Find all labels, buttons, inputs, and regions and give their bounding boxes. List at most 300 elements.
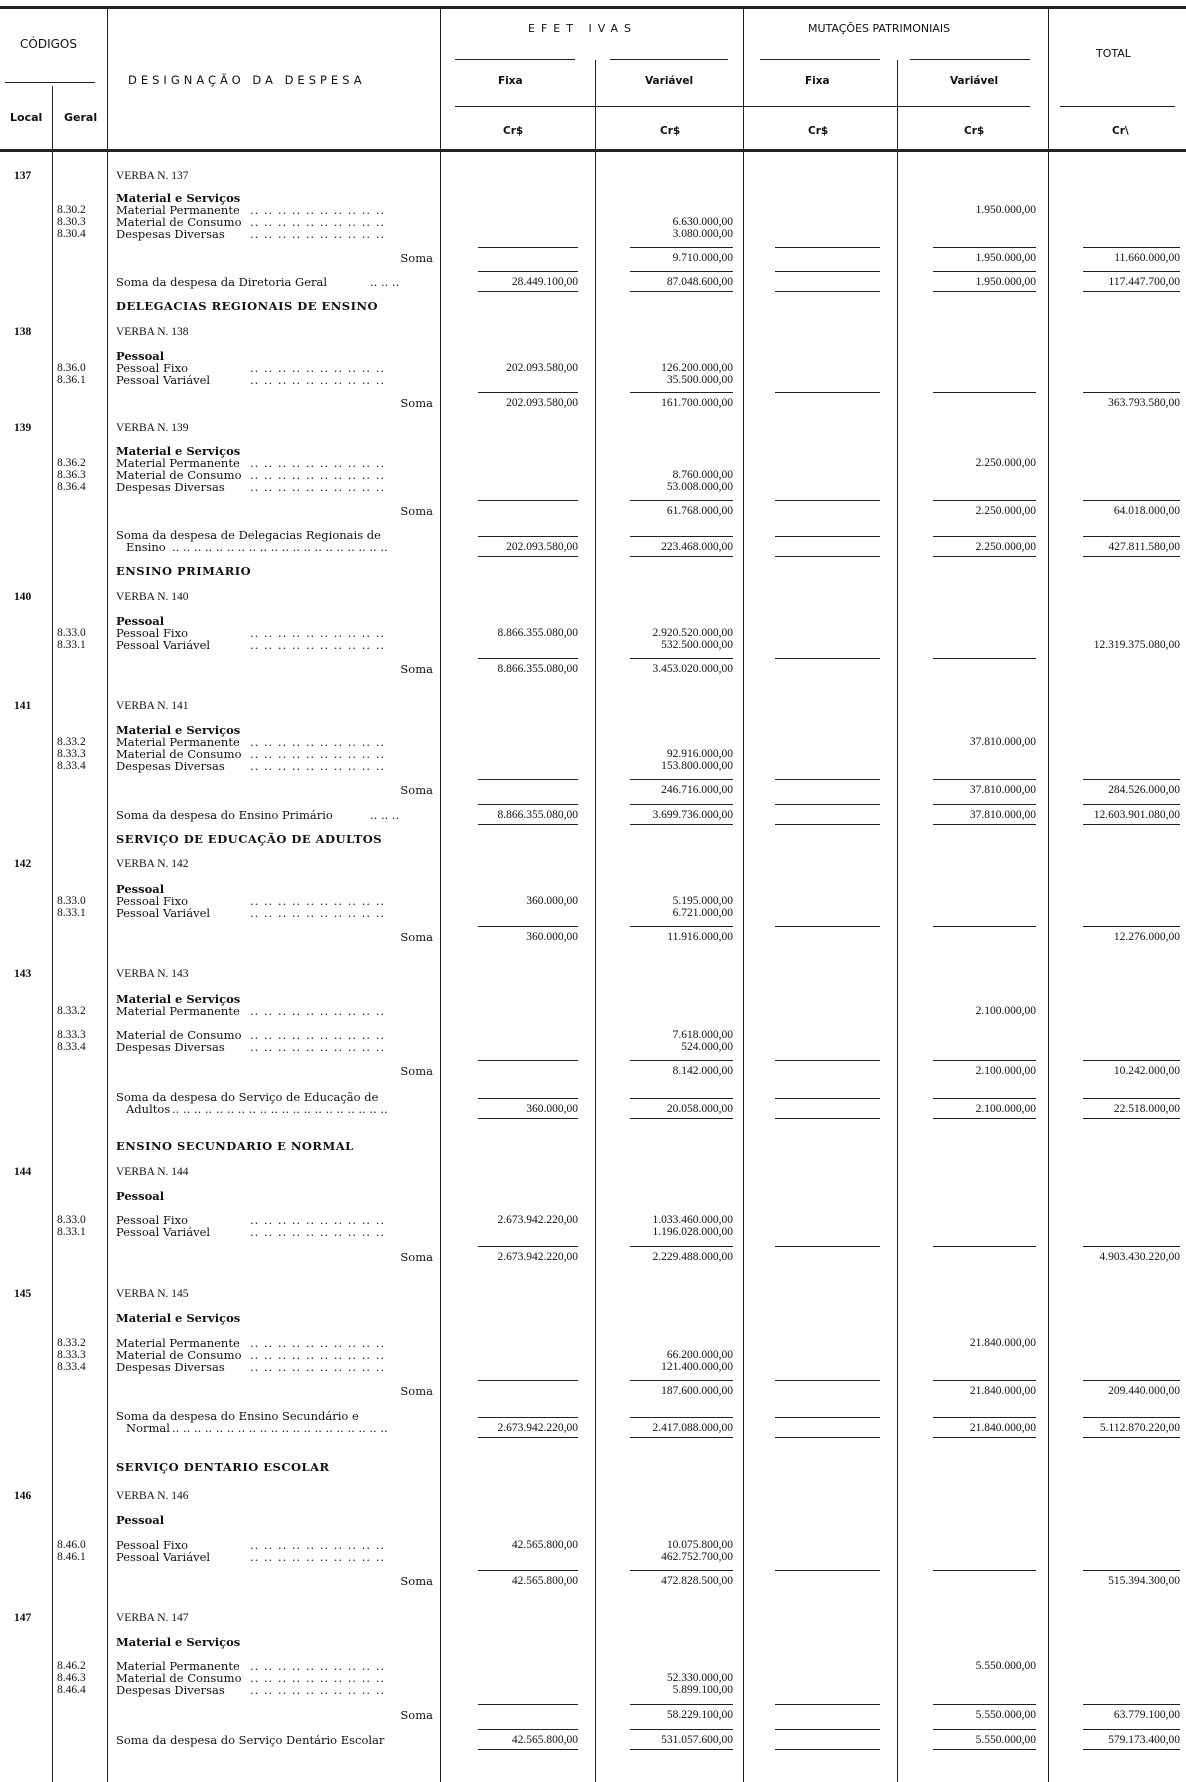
row-description: Material de Consumo — [116, 468, 242, 482]
soma-label: Soma — [400, 783, 433, 797]
sum-rule-ef — [478, 1060, 578, 1061]
total-rule-ev — [630, 1118, 733, 1119]
sum-rule-mf — [775, 1060, 880, 1061]
leader-dots: .. .. .. .. .. .. .. .. .. .. — [250, 1361, 386, 1373]
subtotal-label: Soma da despesa da Diretoria Geral — [116, 275, 328, 289]
row-local-code: 145 — [14, 1288, 32, 1300]
amount-ev: 20.058.000,00 — [666, 1103, 733, 1115]
col-rule-designacao — [107, 9, 108, 1782]
amount-ev: 11.916.000,00 — [667, 931, 733, 943]
amount-tot: 515.394.300,00 — [1108, 1575, 1180, 1587]
total-rule-mv — [933, 824, 1036, 825]
amount-ef: 8.866.355.080,00 — [497, 627, 578, 639]
amount-ev: 6.630.000,00 — [672, 216, 733, 228]
mut-fixa-header: Fixa — [805, 75, 830, 87]
amount-mv: 37.810.000,00 — [969, 809, 1036, 821]
amount-ev: 7.618.000,00 — [672, 1029, 733, 1041]
sum-rule-tot — [1083, 926, 1180, 927]
row-geral-code: 8.36.4 — [57, 481, 86, 493]
header-bottom-rule — [0, 149, 1186, 152]
amount-ev: 2.920.520.000,00 — [652, 627, 733, 639]
sum-rule-mf — [775, 779, 880, 780]
leader-dots: .. .. .. .. .. .. .. .. .. .. — [250, 736, 386, 748]
leader-dots: .. .. .. .. .. .. .. .. .. .. — [250, 228, 386, 240]
row-description: Despesas Diversas — [116, 1683, 225, 1697]
amount-ef: 202.093.580,00 — [506, 397, 578, 409]
row-local-code: 144 — [14, 1166, 32, 1178]
total-rule-ev — [630, 824, 733, 825]
total-rule-mf — [775, 1437, 880, 1438]
subtotal-label-cont: Ensino — [126, 540, 166, 554]
total-rule-ev — [630, 556, 733, 557]
total-header: TOTAL — [1096, 47, 1131, 60]
top-rule — [0, 6, 1186, 9]
sum-rule-mf — [775, 1570, 880, 1571]
row-geral-code: 8.46.0 — [57, 1539, 86, 1551]
verba-label: VERBA N. 139 — [116, 422, 189, 434]
amount-ef: 202.093.580,00 — [506, 541, 578, 553]
total-rule-tot — [1083, 1118, 1180, 1119]
sum-rule-mv — [933, 1417, 1036, 1418]
verba-label: VERBA N. 143 — [116, 968, 189, 980]
amount-ev: 35.500.000,00 — [666, 374, 733, 386]
sum-rule-tot — [1083, 1380, 1180, 1381]
sum-rule-mv — [933, 1570, 1036, 1571]
total-rule-mf — [775, 1118, 880, 1119]
sum-rule-ef — [478, 1570, 578, 1571]
amount-ev: 524.000,00 — [681, 1041, 733, 1053]
row-description: Pessoal Fixo — [116, 361, 189, 375]
sum-rule-ef — [478, 247, 578, 248]
row-geral-code: 8.33.1 — [57, 907, 86, 919]
sum-rule-mv — [933, 271, 1036, 272]
row-description: Pessoal Variável — [116, 906, 211, 920]
row-description: Pessoal Variável — [116, 638, 211, 652]
efetivas-header: EFET IVAS — [528, 22, 638, 35]
row-description: Despesas Diversas — [116, 227, 225, 241]
sum-rule-mf — [775, 926, 880, 927]
sum-rule-tot — [1083, 1704, 1180, 1705]
sum-rule-mv — [933, 1060, 1036, 1061]
total-rule-mf — [775, 556, 880, 557]
row-geral-code: 8.33.4 — [57, 760, 86, 772]
amount-ev: 66.200.000,00 — [666, 1349, 733, 1361]
row-geral-code: 8.33.3 — [57, 1029, 86, 1041]
sum-rule-ev — [630, 804, 733, 805]
row-geral-code: 8.30.3 — [57, 216, 86, 228]
soma-label: Soma — [400, 662, 433, 676]
row-description: Material de Consumo — [116, 1028, 242, 1042]
sum-rule-mv — [933, 392, 1036, 393]
amount-ef: 42.565.800,00 — [511, 1734, 578, 1746]
amount-ef: 8.866.355.080,00 — [497, 663, 578, 675]
sum-rule-mf — [775, 247, 880, 248]
group-label: Material e Serviços — [116, 723, 241, 737]
amount-ef: 28.449.100,00 — [511, 276, 578, 288]
subheader-rule — [455, 106, 1030, 107]
amount-tot: 63.779.100,00 — [1113, 1709, 1180, 1721]
sum-rule-tot — [1083, 1570, 1180, 1571]
efet-var-currency: Cr$ — [660, 125, 681, 137]
total-rule-ef — [478, 291, 578, 292]
leader-dots: .. .. .. .. .. .. .. .. .. .. — [250, 760, 386, 772]
leader-dots: .. .. .. .. .. .. .. .. .. .. — [250, 1041, 386, 1053]
verba-label: VERBA N. 140 — [116, 591, 189, 603]
total-rule-tot — [1083, 556, 1180, 557]
mut-var-currency: Cr$ — [964, 125, 985, 137]
col-rule-mut-var — [897, 60, 898, 1782]
total-rule-ev — [630, 1437, 733, 1438]
sum-rule-mf — [775, 1417, 880, 1418]
total-rule-ef — [478, 1118, 578, 1119]
amount-tot: 12.319.375.080,00 — [1093, 639, 1180, 651]
row-local-code: 138 — [14, 326, 32, 338]
amount-tot: 64.018.000,00 — [1113, 505, 1180, 517]
efet-fixa-currency: Cr$ — [503, 125, 524, 137]
row-description: Despesas Diversas — [116, 480, 225, 494]
efet-fixa-header: Fixa — [498, 75, 523, 87]
amount-ev: 121.400.000,00 — [661, 1361, 733, 1373]
verba-label: VERBA N. 147 — [116, 1612, 189, 1624]
total-rule-mf — [775, 1749, 880, 1750]
subtotal-label-cont: Normal — [126, 1421, 170, 1435]
row-geral-code: 8.33.3 — [57, 1349, 86, 1361]
sum-rule-ef — [478, 536, 578, 537]
row-geral-code: 8.33.2 — [57, 1005, 86, 1017]
amount-tot: 117.447.700,00 — [1108, 276, 1180, 288]
verba-label: VERBA N. 144 — [116, 1166, 189, 1178]
sum-rule-ev — [630, 500, 733, 501]
sum-rule-ev — [630, 1729, 733, 1730]
amount-ev: 126.200.000,00 — [661, 362, 733, 374]
designacao-header: DESIGNAÇÃO DA DESPESA — [128, 73, 366, 87]
amount-tot: 209.440.000,00 — [1108, 1385, 1180, 1397]
row-description: Material Permanente — [116, 203, 240, 217]
soma-label: Soma — [400, 504, 433, 518]
amount-ev: 2.229.488.000,00 — [652, 1251, 733, 1263]
amount-ev: 3.453.020.000,00 — [652, 663, 733, 675]
row-geral-code: 8.36.0 — [57, 362, 86, 374]
sum-rule-ef — [478, 1417, 578, 1418]
sum-rule-tot — [1083, 247, 1180, 248]
leader-dots: .. .. .. .. .. .. .. .. .. .. — [250, 1349, 386, 1361]
amount-ev: 8.760.000,00 — [672, 469, 733, 481]
amount-ev: 532.500.000,00 — [661, 639, 733, 651]
soma-label: Soma — [400, 1384, 433, 1398]
verba-label: VERBA N. 146 — [116, 1490, 189, 1502]
sum-rule-mv — [933, 247, 1036, 248]
amount-mv: 2.250.000,00 — [975, 457, 1036, 469]
row-local-code: 143 — [14, 968, 32, 980]
row-description: Despesas Diversas — [116, 759, 225, 773]
row-local-code: 142 — [14, 858, 32, 870]
group-label: Material e Serviços — [116, 444, 241, 458]
amount-tot: 12.276.000,00 — [1113, 931, 1180, 943]
row-description: Despesas Diversas — [116, 1040, 225, 1054]
amount-ev: 6.721.000,00 — [672, 907, 733, 919]
sum-rule-mf — [775, 1246, 880, 1247]
amount-ef: 360.000,00 — [526, 895, 578, 907]
row-geral-code: 8.36.3 — [57, 469, 86, 481]
subtotal-label-cont: Adultos — [126, 1102, 171, 1116]
sum-rule-tot — [1083, 1098, 1180, 1099]
leader-dots: .. .. .. .. .. .. .. .. .. .. — [250, 362, 386, 374]
total-rule-ef — [478, 556, 578, 557]
row-geral-code: 8.36.1 — [57, 374, 86, 386]
amount-tot: 427.811.580,00 — [1108, 541, 1180, 553]
amount-mv: 21.840.000,00 — [969, 1422, 1036, 1434]
sum-rule-mv — [933, 926, 1036, 927]
amount-mv: 5.550.000,00 — [975, 1734, 1036, 1746]
sum-rule-mf — [775, 1729, 880, 1730]
amount-tot: 22.518.000,00 — [1113, 1103, 1180, 1115]
row-geral-code: 8.36.2 — [57, 457, 86, 469]
amount-ev: 5.899.100,00 — [672, 1684, 733, 1696]
mutacoes-header: MUTAÇÕES PATRIMONIAIS — [808, 22, 951, 35]
leader-dots: .. .. .. .. .. .. .. .. .. .. — [250, 1551, 386, 1563]
row-local-code: 140 — [14, 591, 32, 603]
subtotal-label: Soma da despesa do Ensino Primário — [116, 808, 333, 822]
total-rule-ef — [478, 824, 578, 825]
row-geral-code: 8.33.4 — [57, 1361, 86, 1373]
total-rule-mv — [933, 291, 1036, 292]
efet-var-header: Variável — [645, 75, 694, 87]
amount-ev: 462.752.700,00 — [661, 1551, 733, 1563]
verba-label: VERBA N. 142 — [116, 858, 189, 870]
row-local-code: 139 — [14, 422, 32, 434]
amount-ev: 8.142.000,00 — [672, 1065, 733, 1077]
sum-rule-ef — [478, 1246, 578, 1247]
mut-var-header: Variável — [950, 75, 999, 87]
amount-ef: 360.000,00 — [526, 1103, 578, 1115]
col-rule-efet-fixa — [440, 9, 441, 1782]
sum-rule-tot — [1083, 536, 1180, 537]
leader-dots: .. .. .. .. .. .. .. .. .. .. — [250, 895, 386, 907]
row-description: Pessoal Fixo — [116, 626, 189, 640]
row-geral-code: 8.33.0 — [57, 627, 86, 639]
total-rule-mv — [933, 1749, 1036, 1750]
sum-rule-mv — [933, 658, 1036, 659]
amount-mv: 37.810.000,00 — [969, 736, 1036, 748]
total-rule-mv — [933, 1118, 1036, 1119]
amount-mv: 37.810.000,00 — [969, 784, 1036, 796]
section-title: SERVIÇO DE EDUCAÇÃO DE ADULTOS — [116, 832, 383, 846]
leader-dots: .. .. .. .. .. .. .. .. .. .. — [250, 1660, 386, 1672]
row-description: Material de Consumo — [116, 747, 242, 761]
sum-rule-ef — [478, 271, 578, 272]
total-rule-ef — [478, 1437, 578, 1438]
row-description: Despesas Diversas — [116, 1360, 225, 1374]
subtotal-label: Soma da despesa do Serviço Dentário Escolar — [116, 1733, 385, 1747]
leader-dots: .. .. .. .. .. .. .. .. .. .. .. .. .. .. .. .. .. .. .. .. — [172, 541, 388, 553]
sum-rule-mv — [933, 1729, 1036, 1730]
amount-mv: 2.100.000,00 — [975, 1103, 1036, 1115]
section-title: ENSINO PRIMARIO — [116, 564, 252, 578]
row-geral-code: 8.33.4 — [57, 1041, 86, 1053]
sum-rule-ef — [478, 1380, 578, 1381]
amount-mv: 1.950.000,00 — [975, 204, 1036, 216]
sum-rule-mf — [775, 536, 880, 537]
amount-tot: 363.793.580,00 — [1108, 397, 1180, 409]
sum-rule-ef — [478, 658, 578, 659]
sum-rule-ev — [630, 1246, 733, 1247]
amount-ev: 1.033.460.000,00 — [652, 1214, 733, 1226]
amount-ev: 3.699.736.000,00 — [652, 809, 733, 821]
group-label: Material e Serviços — [116, 1635, 241, 1649]
amount-ev: 223.468.000,00 — [661, 541, 733, 553]
sum-rule-mv — [933, 536, 1036, 537]
sum-rule-ev — [630, 536, 733, 537]
leader-dots: .. .. .. .. .. .. .. .. .. .. — [250, 1539, 386, 1551]
amount-ef: 360.000,00 — [526, 931, 578, 943]
amount-ev: 2.417.088.000,00 — [652, 1422, 733, 1434]
row-description: Material Permanente — [116, 1336, 240, 1350]
total-rule-mf — [775, 824, 880, 825]
total-rule-tot — [1083, 1437, 1180, 1438]
row-description: Material Permanente — [116, 1659, 240, 1673]
amount-ef: 42.565.800,00 — [511, 1575, 578, 1587]
amount-ev: 3.080.000,00 — [672, 228, 733, 240]
col-rule-total — [1048, 9, 1049, 1782]
section-title: ENSINO SECUNDARIO E NORMAL — [116, 1139, 354, 1153]
total-rule-tot — [1083, 1749, 1180, 1750]
leader-dots: .. .. .. .. .. .. .. .. .. .. — [250, 639, 386, 651]
sum-rule-ev — [630, 1570, 733, 1571]
leader-dots: .. .. .. .. .. .. .. .. .. .. — [250, 1214, 386, 1226]
amount-tot: 4.903.430.220,00 — [1099, 1251, 1180, 1263]
amount-ev: 9.710.000,00 — [672, 252, 733, 264]
total-rule-ev — [630, 1749, 733, 1750]
row-geral-code: 8.46.4 — [57, 1684, 86, 1696]
group-label: Pessoal — [116, 349, 165, 363]
sum-rule-mv — [933, 804, 1036, 805]
verba-label: VERBA N. 141 — [116, 700, 189, 712]
row-geral-code: 8.46.3 — [57, 1672, 86, 1684]
row-local-code: 141 — [14, 700, 32, 712]
amount-ev: 187.600.000,00 — [661, 1385, 733, 1397]
sum-rule-mf — [775, 1380, 880, 1381]
amount-tot: 12.603.901.080,00 — [1093, 809, 1180, 821]
leader-dots: .. .. .. .. .. .. .. .. .. .. — [250, 907, 386, 919]
amount-mv: 5.550.000,00 — [975, 1660, 1036, 1672]
sum-rule-tot — [1083, 392, 1180, 393]
row-description: Pessoal Variável — [116, 373, 211, 387]
group-label: Pessoal — [116, 1189, 165, 1203]
row-description: Pessoal Fixo — [116, 894, 189, 908]
soma-label: Soma — [400, 1574, 433, 1588]
sum-rule-ev — [630, 1060, 733, 1061]
row-geral-code: 8.33.2 — [57, 1337, 86, 1349]
leader-dots: .. .. .. .. .. .. .. .. .. .. — [250, 627, 386, 639]
section-title: SERVIÇO DENTARIO ESCOLAR — [116, 1460, 330, 1474]
amount-ev: 10.075.800,00 — [666, 1539, 733, 1551]
group-label: Pessoal — [116, 882, 165, 896]
amount-ef: 2.673.942.220,00 — [497, 1214, 578, 1226]
amount-mv: 1.950.000,00 — [975, 252, 1036, 264]
row-geral-code: 8.33.2 — [57, 736, 86, 748]
mut-fixa-currency: Cr$ — [808, 125, 829, 137]
subtotal-label: Soma da despesa do Serviço de Educação de — [116, 1090, 379, 1104]
sum-rule-tot — [1083, 779, 1180, 780]
amount-ev: 472.828.500,00 — [661, 1575, 733, 1587]
row-description: Material Permanente — [116, 735, 240, 749]
sum-rule-tot — [1083, 500, 1180, 501]
total-rule-tot — [1083, 291, 1180, 292]
row-description: Pessoal Fixo — [116, 1538, 189, 1552]
leader-dots: .. .. .. .. .. .. .. .. .. .. — [250, 204, 386, 216]
leader-dots: .. .. .. .. .. .. .. .. .. .. — [250, 748, 386, 760]
mutacoes-rule-1 — [760, 59, 880, 60]
row-local-code: 146 — [14, 1490, 32, 1502]
amount-ef: 2.673.942.220,00 — [497, 1251, 578, 1263]
subtotal-label: Soma da despesa do Ensino Secundário e — [116, 1409, 359, 1423]
row-description: Material Permanente — [116, 456, 240, 470]
amount-ev: 52.330.000,00 — [666, 1672, 733, 1684]
amount-ev: 61.768.000,00 — [666, 505, 733, 517]
sum-rule-mf — [775, 658, 880, 659]
amount-mv: 1.950.000,00 — [975, 276, 1036, 288]
sum-rule-mv — [933, 1246, 1036, 1247]
verba-label: VERBA N. 137 — [116, 170, 189, 182]
amount-ev: 58.229.100,00 — [666, 1709, 733, 1721]
amount-mv: 21.840.000,00 — [969, 1385, 1036, 1397]
efetivas-rule-2 — [610, 59, 728, 60]
sum-rule-mf — [775, 392, 880, 393]
leader-dots: .. .. .. .. .. .. .. .. .. .. — [250, 1029, 386, 1041]
amount-tot: 284.526.000,00 — [1108, 784, 1180, 796]
leader-dots: .. .. .. .. .. .. .. .. .. .. — [250, 1226, 386, 1238]
amount-tot: 10.242.000,00 — [1113, 1065, 1180, 1077]
sum-rule-ev — [630, 271, 733, 272]
row-geral-code: 8.46.1 — [57, 1551, 86, 1563]
sum-rule-ev — [630, 1704, 733, 1705]
sum-rule-mv — [933, 500, 1036, 501]
verba-label: VERBA N. 138 — [116, 326, 189, 338]
amount-tot: 11.660.000,00 — [1114, 252, 1180, 264]
leader-dots: .. .. .. .. .. .. .. .. .. .. — [250, 1005, 386, 1017]
sum-rule-ev — [630, 1380, 733, 1381]
group-label: Material e Serviços — [116, 191, 241, 205]
row-description: Pessoal Variável — [116, 1225, 211, 1239]
sum-rule-ev — [630, 392, 733, 393]
sum-rule-ev — [630, 926, 733, 927]
leader-dots: .. .. .. — [370, 276, 400, 288]
group-label: Material e Serviços — [116, 1311, 241, 1325]
sum-rule-ev — [630, 658, 733, 659]
amount-ef: 2.673.942.220,00 — [497, 1422, 578, 1434]
sum-rule-mf — [775, 1098, 880, 1099]
sum-rule-ef — [478, 926, 578, 927]
amount-ev: 153.800.000,00 — [661, 760, 733, 772]
sum-rule-ef — [478, 779, 578, 780]
col-rule-geral — [52, 86, 53, 1782]
sum-rule-mv — [933, 1098, 1036, 1099]
sum-rule-ev — [630, 1098, 733, 1099]
row-local-code: 137 — [14, 170, 32, 182]
leader-dots: .. .. .. .. .. .. .. .. .. .. — [250, 216, 386, 228]
sum-rule-ef — [478, 1704, 578, 1705]
total-rule-mf — [775, 291, 880, 292]
amount-mv: 5.550.000,00 — [975, 1709, 1036, 1721]
soma-label: Soma — [400, 930, 433, 944]
leader-dots: .. .. .. .. .. .. .. .. .. .. — [250, 457, 386, 469]
amount-ev: 92.916.000,00 — [666, 748, 733, 760]
leader-dots: .. .. .. .. .. .. .. .. .. .. .. .. .. .. .. .. .. .. .. .. — [172, 1103, 388, 1115]
row-geral-code: 8.33.1 — [57, 1226, 86, 1238]
amount-ef: 42.565.800,00 — [511, 1539, 578, 1551]
soma-label: Soma — [400, 396, 433, 410]
row-geral-code: 8.30.2 — [57, 204, 86, 216]
